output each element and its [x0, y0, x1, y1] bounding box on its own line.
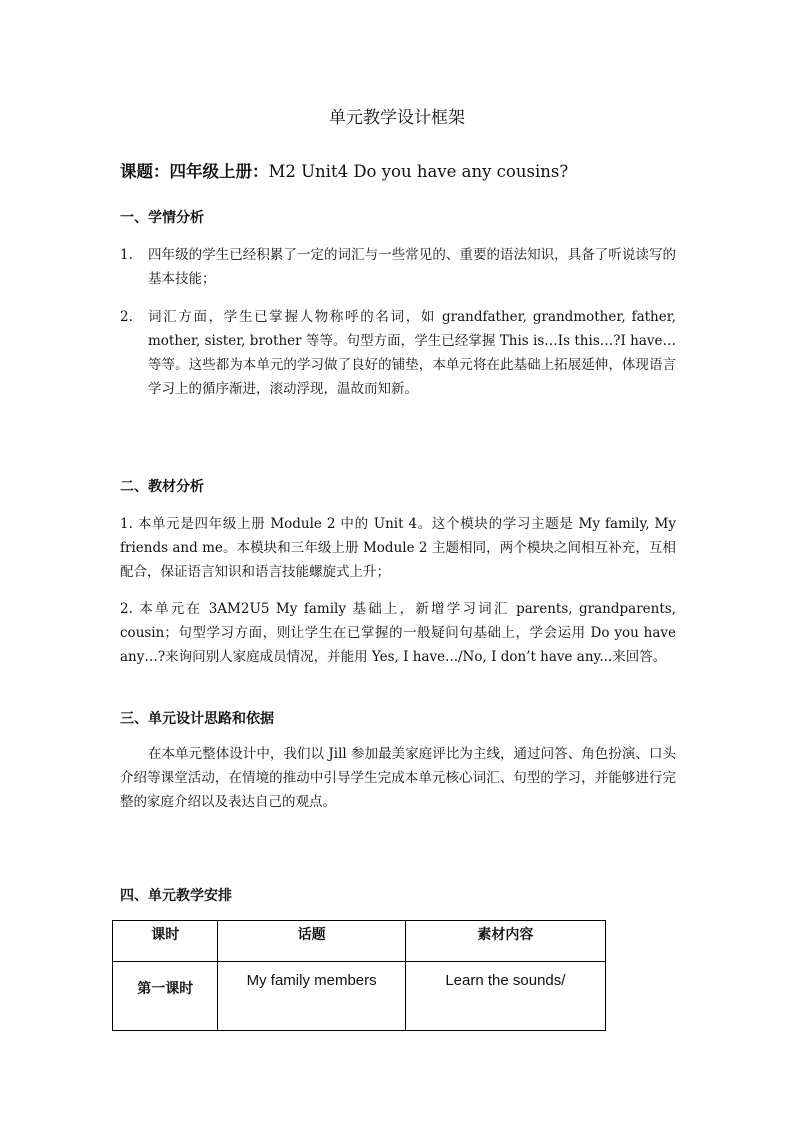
column-header: 素材内容 — [405, 921, 605, 962]
section-heading-textbook-analysis: 二、教材分析 — [120, 479, 204, 495]
table-cell: 第一课时 — [113, 962, 218, 1031]
list-number: 2. — [120, 309, 133, 325]
table-cell: My family members — [218, 962, 405, 1031]
section-heading-design-rationale: 三、单元设计思路和依据 — [120, 711, 274, 727]
document-title: 单元教学设计框架 — [329, 108, 465, 128]
schedule-table — [112, 920, 606, 1031]
topic-label: 课题：四年级上册： — [120, 162, 269, 181]
table-header-row — [113, 921, 606, 962]
list-item-text: 四年级的学生已经积累了一定的词汇与一些常见的、重要的语法知识，具备了听说读写的基本技能； — [148, 247, 676, 287]
list-number: 1. — [120, 247, 133, 263]
section-heading-student-analysis: 一、学情分析 — [120, 210, 204, 226]
table-row — [113, 962, 606, 1031]
column-header: 话题 — [218, 921, 405, 962]
column-header: 课时 — [113, 921, 218, 962]
section-heading-teaching-schedule: 四、单元教学安排 — [120, 888, 232, 904]
topic-text: M2 Unit4 Do you have any cousins? — [268, 162, 569, 181]
list-item — [120, 243, 676, 291]
paragraph: 1. 本单元是四年级上册 Module 2 中的 Unit 4。这个模块的学习主题是 My family, My friends and me。本模块和三年级上册 Module 2 主题相同，两个模块之间相互补充，互相配合，保证语言知识和语言技能螺旋式上升； — [120, 516, 676, 580]
table-cell: Learn the sounds/ — [405, 962, 605, 1031]
paragraph: 在本单元整体设计中，我们以 Jill 参加最美家庭评比为主线，通过问答、角色扮演、口头介绍等课堂活动，在情境的推动中引导学生完成本单元核心词汇、句型的学习，并能够进行完整的家庭介绍以及表达自己的观点。 — [120, 746, 676, 810]
lesson-topic — [120, 160, 700, 184]
list-item-text: 词汇方面，学生已掌握人物称呼的名词，如 grandfather, grandmother, father, mother, sister, brother 等等。句型方面，学生已经掌握 This is…Is this…?I have…等等。这些都为本单元的学习做了良好的铺垫，本单元将在此基础上拓展延伸，体现语言学习上的循序渐进，滚动浮现，温故而知新。 — [148, 309, 676, 397]
paragraph: 2. 本单元在 3AM2U5 My family 基础上，新增学习词汇 parents, grandparents, cousin；句型学习方面，则让学生在已掌握的一般疑问句基础上，学会运用 Do you have any…?来询问别人家庭成员情况，并能用 Yes, I have.../No, I don’t have any...来回答。 — [120, 601, 676, 665]
list-item — [120, 305, 676, 401]
